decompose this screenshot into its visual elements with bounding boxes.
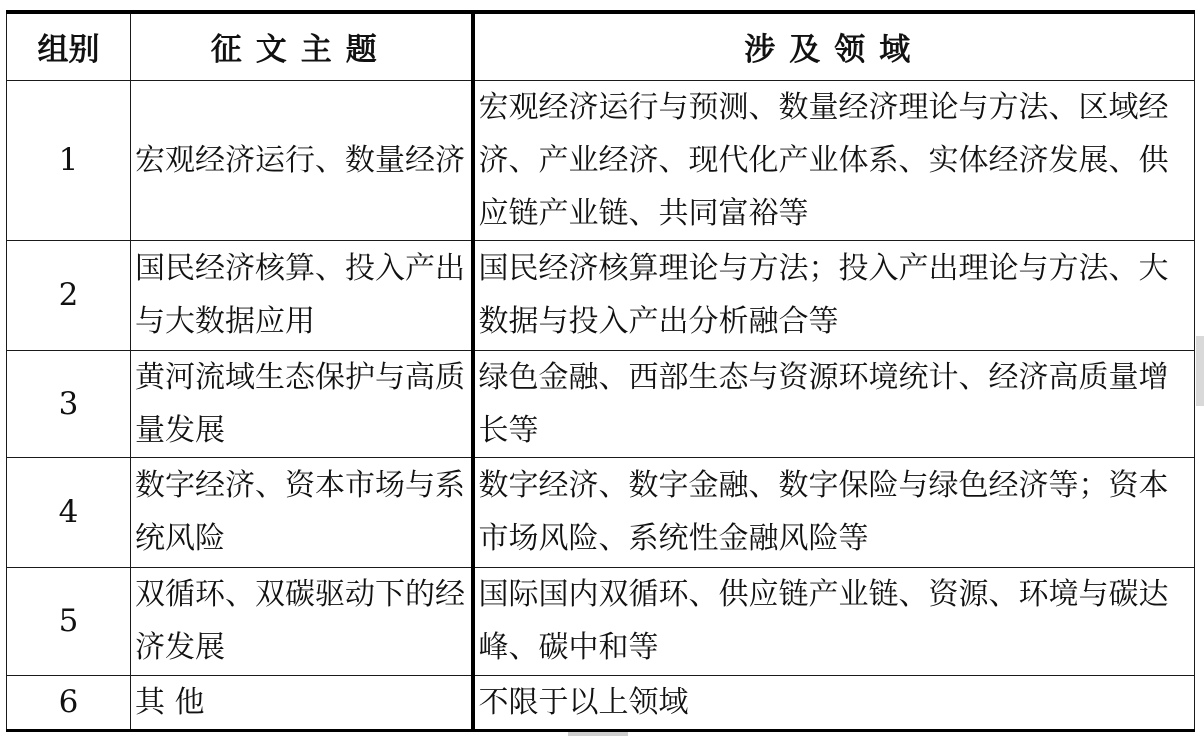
scroll-edge-marker: [1196, 336, 1204, 406]
field-cell: 国际国内双循环、供应链产业链、资源、环境与碳达峰、碳中和等: [473, 567, 1195, 675]
table-row: [7, 240, 1195, 350]
field-cell: 不限于以上领域: [473, 675, 1195, 730]
topic-cell: 数字经济、资本市场与系统风险: [131, 457, 473, 567]
bottom-edge-marker: [568, 732, 628, 736]
table-row: [7, 457, 1195, 567]
header-group: 组别: [7, 12, 131, 80]
group-number: 3: [7, 350, 131, 457]
topic-cell: 其 他: [131, 675, 473, 730]
field-cell: 国民经济核算理论与方法；投入产出理论与方法、大数据与投入产出分析融合等: [473, 240, 1195, 350]
table-row: [7, 80, 1195, 240]
table-header-row: [7, 12, 1195, 80]
group-number: 5: [7, 567, 131, 675]
table-row: [7, 675, 1195, 730]
header-field: 涉及领域: [473, 12, 1195, 80]
topic-cell: 双循环、双碳驱动下的经济发展: [131, 567, 473, 675]
field-cell: 绿色金融、西部生态与资源环境统计、经济高质量增长等: [473, 350, 1195, 457]
group-number: 1: [7, 80, 131, 240]
topic-cell: 黄河流域生态保护与高质量发展: [131, 350, 473, 457]
table-row: [7, 567, 1195, 675]
group-number: 2: [7, 240, 131, 350]
table-row: [7, 350, 1195, 457]
field-cell: 数字经济、数字金融、数字保险与绿色经济等；资本市场风险、系统性金融风险等: [473, 457, 1195, 567]
topic-cell: 宏观经济运行、数量经济: [131, 80, 473, 240]
topic-cell: 国民经济核算、投入产出与大数据应用: [131, 240, 473, 350]
group-number: 4: [7, 457, 131, 567]
field-cell: 宏观经济运行与预测、数量经济理论与方法、区域经济、产业经济、现代化产业体系、实体经济发展、供应链产业链、共同富裕等: [473, 80, 1195, 240]
essay-topics-table: [6, 10, 1195, 732]
header-topic: 征文主题: [131, 12, 473, 80]
group-number: 6: [7, 675, 131, 730]
